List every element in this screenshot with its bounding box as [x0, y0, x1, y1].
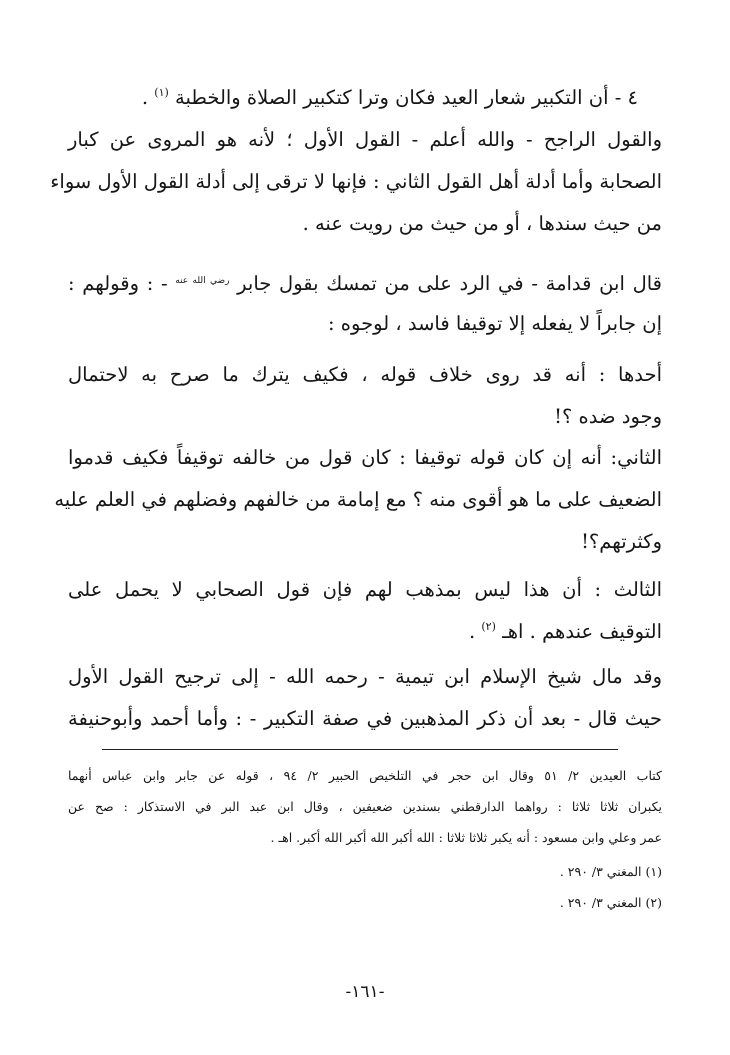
paragraph-6-line-1: وقد مال شيخ الإسلام ابن تيمية - رحمه الله - إلى ترجيح القول الأول [68, 665, 662, 688]
paragraph-2-text-b: - : وقولهم : [68, 272, 168, 295]
footnote-continuation-line-3: عمر وعلي وابن مسعود : أنه يكبر ثلاثا ثلاثا : الله أكبر الله أكبر الله أكبر. اهـ . [270, 830, 662, 845]
footnote-continuation-line-1: كتاب العيدين ٢/ ٥١ وقال ابن حجر في التلخيص الحبير ٢/ ٩٤ ، قوله عن جابر وابن عباس أنهما [68, 768, 662, 783]
paragraph-1-line-3: من حيث سندها ، أو من حيث من رويت عنه . [302, 212, 662, 235]
paragraph-5-text: التوقيف عندهم . اهـ [502, 620, 662, 643]
paragraph-4-line-1: الثاني: أنه إن كان قوله توقيفا : كان قول من خالفه توقيفاً فكيف قدموا [68, 446, 662, 469]
item-4-text: ٤ - أن التكبير شعار العيد فكان وترا كتكبير الصلاة والخطبة [175, 86, 638, 109]
paragraph-1-line-2: الصحابة وأما أدلة أهل القول الثاني : فإنها لا ترقى إلى أدلة القول الأول سواء [50, 170, 662, 193]
paragraph-2-line-2: إن جابراً لا يفعله إلا توقيفا فاسد ، لوجوه : [328, 312, 662, 335]
paragraph-6-line-2: حيث قال - بعد أن ذكر المذهبين في صفة التكبير - : وأما أحمد وأبوحنيفة [68, 707, 662, 730]
page-number: -١٦١- [345, 982, 385, 1002]
footnote-ref-1: (١) [154, 86, 169, 99]
paragraph-1-line-1: والقول الراجح - والله أعلم - القول الأول ؛ لأنه هو المروى عن كبار [68, 128, 662, 151]
footnote-2: (٢) المغني ٣/ ٢٩٠ . [559, 895, 662, 910]
paragraph-4-line-3: وكثرتهم؟! [581, 530, 662, 553]
paragraph-5-line-2 [68, 617, 662, 647]
paragraph-2-text-a: قال ابن قدامة - في الرد على من تمسك بقول جابر [237, 272, 663, 295]
paragraph-3-line-2: وجود ضده ؟! [554, 405, 662, 428]
paragraph-2-line-1 [68, 266, 662, 299]
item-4-line [68, 83, 638, 113]
paragraph-5-tail: . [468, 620, 476, 643]
footnote-ref-2: (٢) [481, 620, 496, 633]
paragraph-3-line-1: أحدها : أنه قد روى خلاف قوله ، فكيف يترك ما صرح به لاحتمال [68, 363, 662, 386]
footnote-continuation-line-2: يكبران ثلاثا ثلاثا : رواهما الدارقطني بسندين ضعيفين ، وقال ابن عبد البر في الاستذكار : صح عن [68, 799, 662, 814]
honorific: رضي الله عنه [175, 276, 230, 286]
footnote-1: (١) المغني ٣/ ٢٩٠ . [559, 864, 662, 879]
paragraph-5-line-1: الثالث : أن هذا ليس بمذهب لهم فإن قول الصحابي لا يحمل على [68, 578, 662, 601]
footnote-separator [102, 749, 618, 750]
item-4-tail: . [141, 86, 149, 109]
paragraph-4-line-2: الضعيف على ما هو أقوى منه ؟ مع إمامة من خالفهم وفضلهم في العلم عليه [54, 488, 662, 511]
